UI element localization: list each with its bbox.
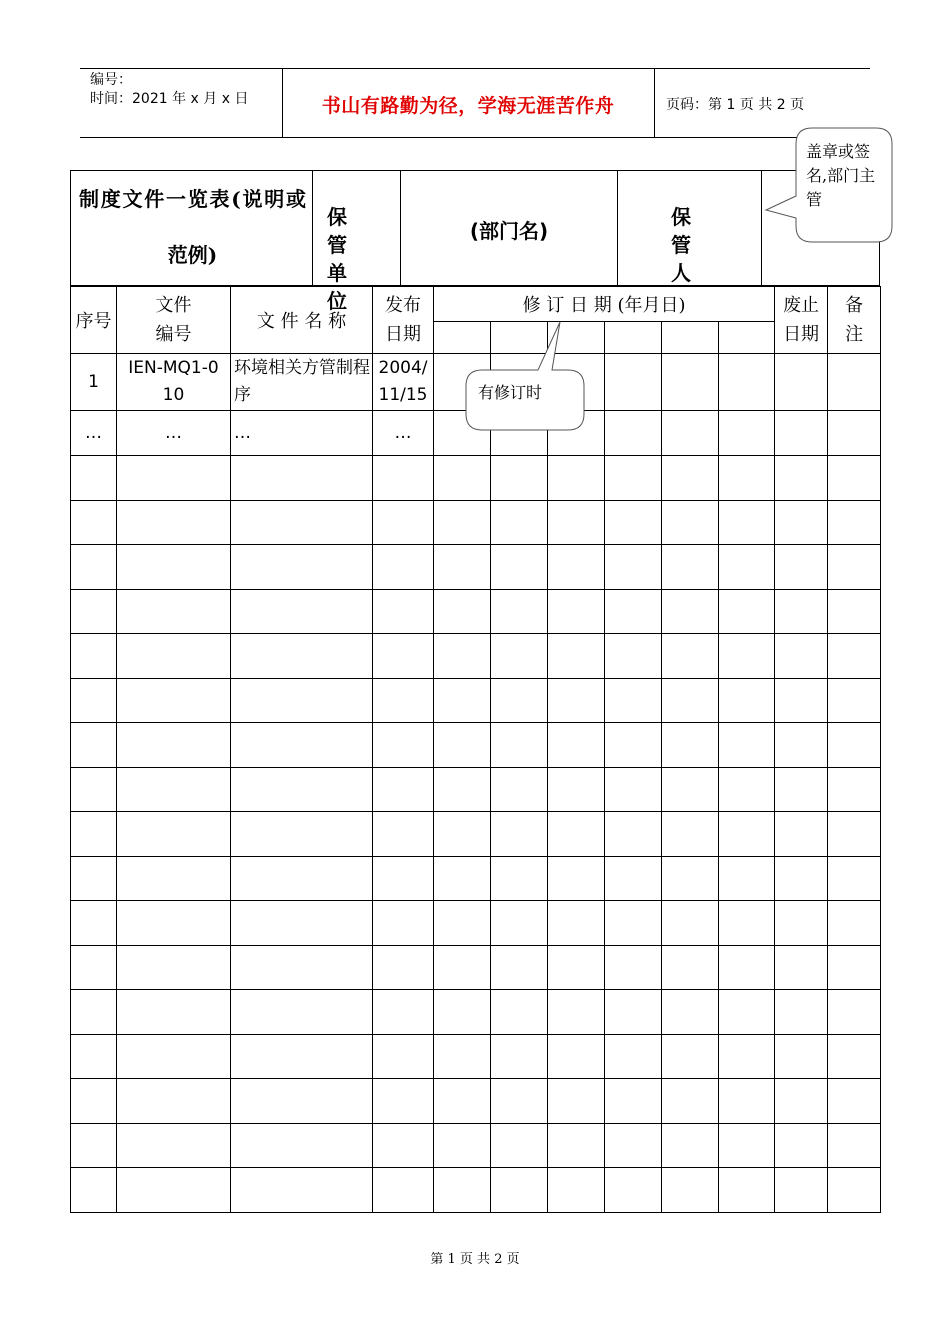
col-header-issue-date-text: 发布日期 (385, 295, 421, 345)
col-header-doc-no-text: 文件编号 (155, 295, 192, 345)
header-motto: 书山有路勤为径，学海无涯苦作舟 (321, 95, 615, 117)
signature-callout-text: 盖章或签名,部门主管 (806, 142, 876, 209)
cell-doc-name[interactable]: … (231, 411, 373, 456)
cell-issue-date-text: 2004/11/15 (378, 358, 428, 405)
col-header-revision-dates: 修 订 日 期 (年月日) (434, 287, 775, 322)
cell-doc-no-text: IEN-MQ1-010 (128, 358, 219, 405)
col-header-seq: 序号 (71, 287, 117, 354)
page-footer: 第 1 页 共 2 页 (430, 1252, 520, 1267)
cell-seq[interactable]: 1 (71, 354, 117, 411)
keeper-unit-label: 保 管 单 位 (327, 205, 365, 313)
document-title: 制度文件一览表(说明或范例) (79, 187, 306, 267)
cell-doc-name-text: 环境相关方管制程序 (234, 358, 370, 405)
cell-seq[interactable]: … (71, 411, 117, 456)
time-label: 时间：2021 年 x 月 x 日 (90, 91, 249, 107)
keeper-label: 保 管 人 (671, 205, 709, 285)
revision-callout-bubble (466, 322, 584, 430)
page-number-label: 页码：第 1 页 共 2 页 (666, 97, 805, 113)
doc-number-label: 编号： (90, 72, 132, 88)
col-header-remarks-text: 备注 (845, 295, 864, 345)
cell-issue-date[interactable]: … (373, 411, 434, 456)
cell-doc-no[interactable]: … (117, 411, 231, 456)
department-name: (部门名) (469, 219, 549, 243)
col-header-doc-name: 文 件 名 称 (231, 287, 373, 354)
revision-callout-text: 有修订时 (478, 383, 543, 402)
col-header-abolish-date-text: 废止日期 (783, 295, 820, 345)
